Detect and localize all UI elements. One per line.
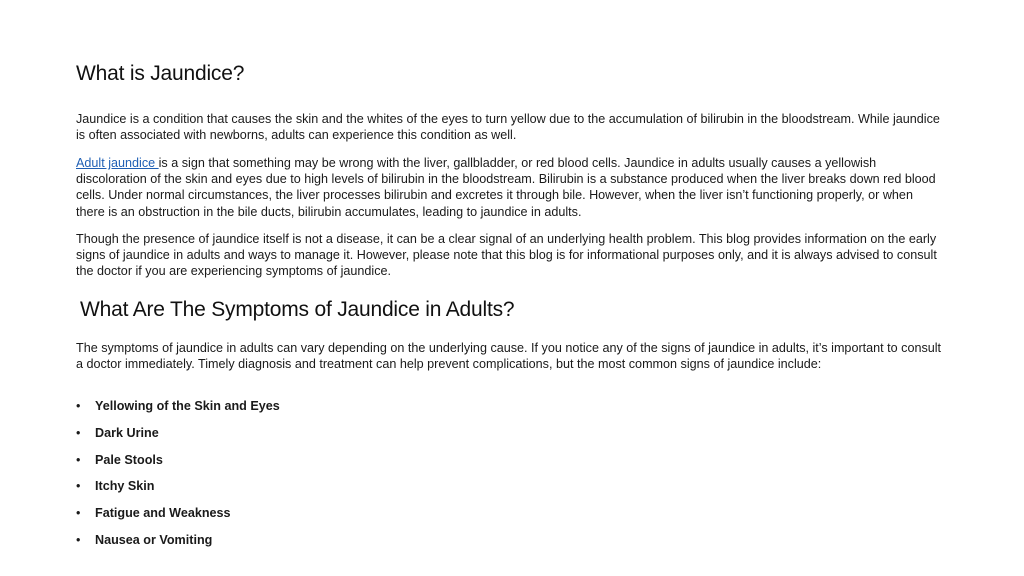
bullet-icon: • — [76, 479, 81, 494]
paragraph-symptoms-intro: The symptoms of jaundice in adults can vary depending on the underlying cause. If you notice any of the signs of jaundice in adults, it’s important to consult a doctor immediately. Timely diagnosis and treatment can help prevent complications, but the most common signs of jaundice include: — [76, 341, 942, 372]
symptom-label: Itchy Skin — [95, 479, 155, 494]
bullet-icon: • — [76, 425, 81, 440]
adult-jaundice-link[interactable]: Adult jaundice — [76, 156, 159, 170]
heading-what-is-jaundice: What is Jaundice? — [76, 62, 245, 85]
symptom-label: Nausea or Vomiting — [95, 532, 213, 547]
paragraph-adult-jaundice — [76, 155, 944, 220]
symptom-label: Fatigue and Weakness — [95, 506, 231, 521]
document-page — [76, 0, 946, 576]
symptom-label: Pale Stools — [95, 452, 163, 467]
paragraph-adult-jaundice-text: is a sign that something may be wrong with the liver, gallbladder, or red blood cells. Jaundice in adults usually causes a yellowish discoloration of the skin and eyes due to high levels of bilirubin in the bloodstream. Bilirubin is a substance produced when the liver breaks down red blood cells. Under normal circumstances, the liver processes bilirubin and excretes it through bile. However, when the liver isn’t functioning properly, or when there is an obstruction in the bile ducts, bilirubin accumulates, leading to jaundice in adults. — [76, 156, 936, 219]
bullet-icon: • — [76, 399, 81, 413]
symptom-label: Yellowing of the Skin and Eyes — [95, 399, 280, 413]
paragraph-definition: Jaundice is a condition that causes the skin and the whites of the eyes to turn yellow due to the accumulation of bilirubin in the bloodstream. While jaundice is often associated with newborns, adults can experience this condition as well. — [76, 112, 940, 143]
bullet-icon: • — [76, 532, 81, 547]
paragraph-disclaimer: Though the presence of jaundice itself is not a disease, it can be a clear signal of an underlying health problem. This blog provides information on the early signs of jaundice in adults and ways to manage it. However, please note that this blog is for informational purposes only, and it is always advised to consult the doctor if you are experiencing symptoms of jaundice. — [76, 232, 937, 279]
heading-symptoms: What Are The Symptoms of Jaundice in Adults? — [80, 298, 515, 321]
bullet-icon: • — [76, 452, 81, 467]
symptom-label: Dark Urine — [95, 425, 159, 440]
bullet-icon: • — [76, 506, 81, 521]
